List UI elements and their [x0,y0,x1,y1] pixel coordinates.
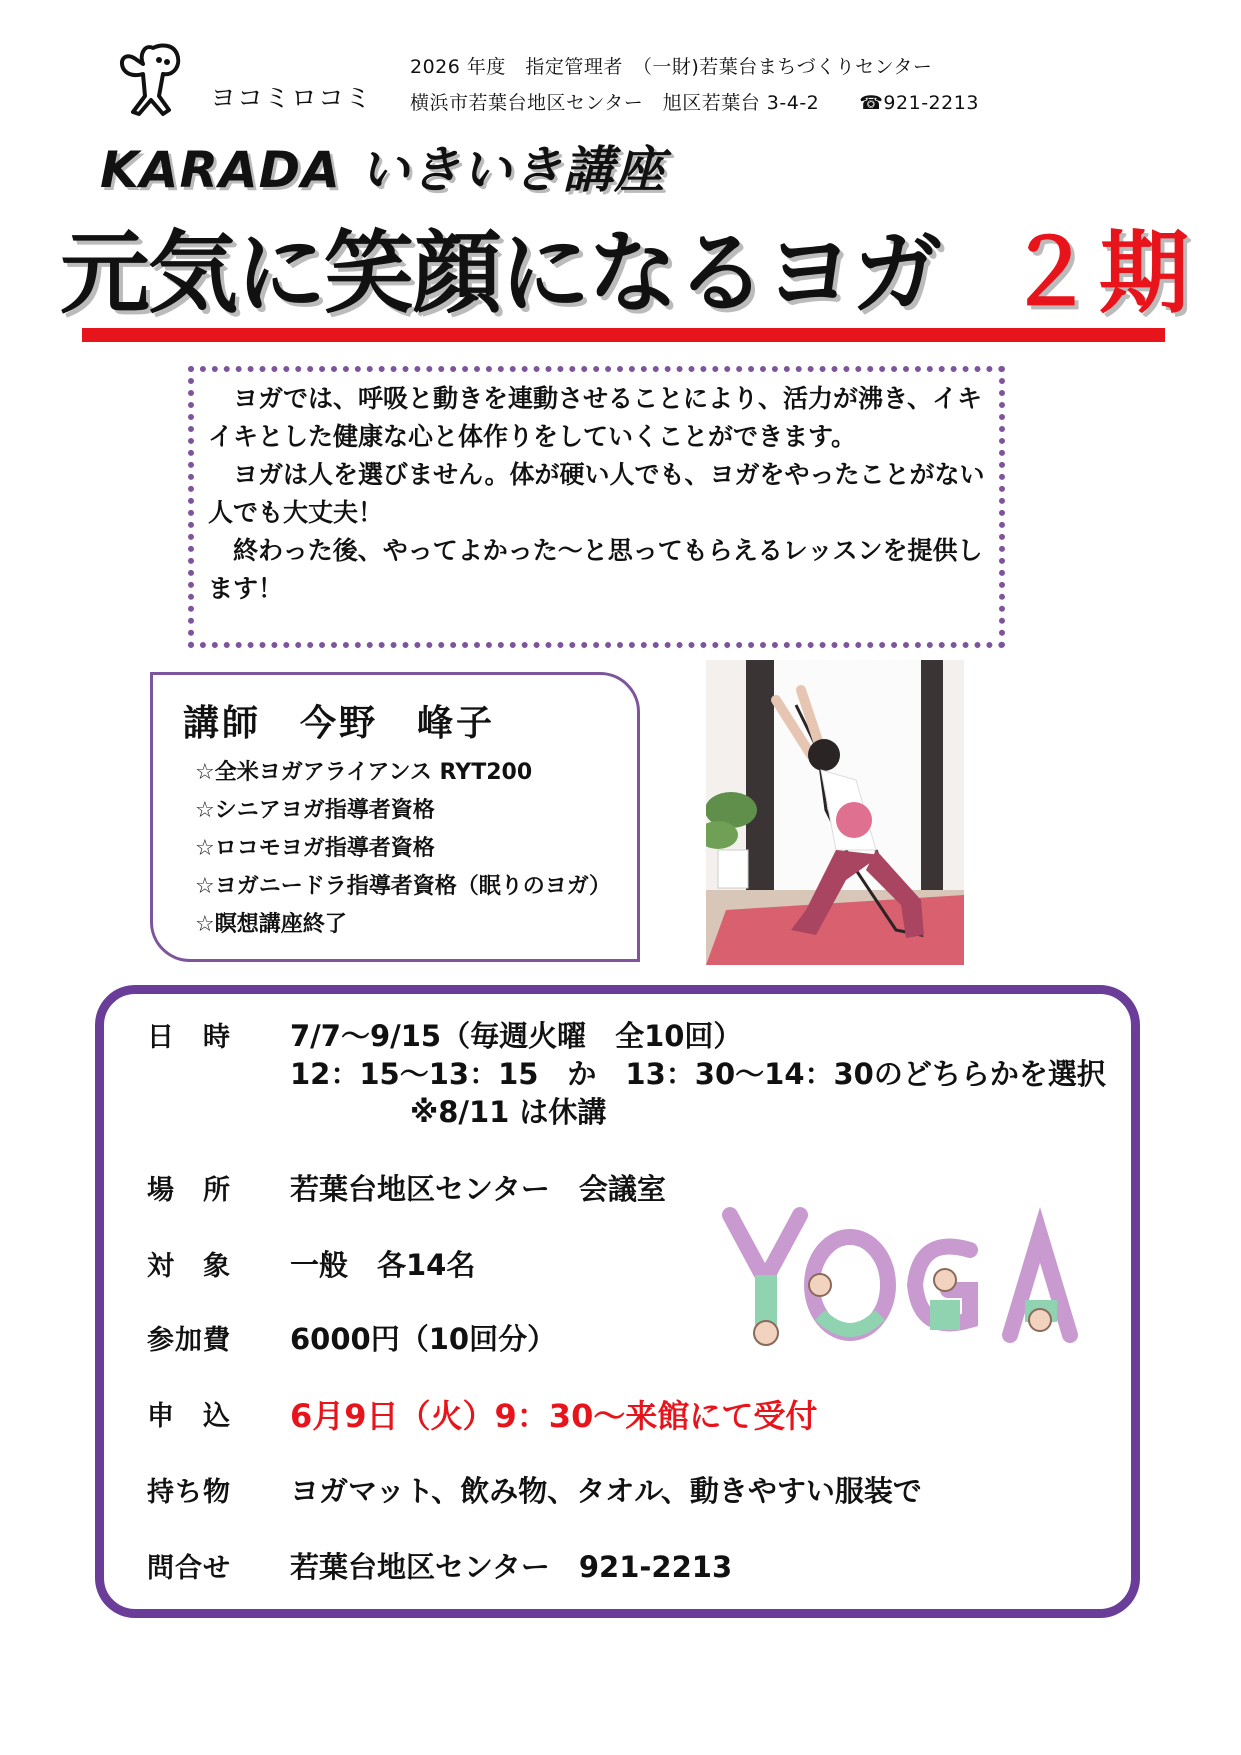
qualification-item: ☆ロコモヨガ指導者資格 [195,836,435,861]
apply-value: 6月9日（火）9：30～来館にて受付 [290,1397,818,1435]
fee-value: 6000円（10回分） [290,1322,557,1356]
intro-box [188,366,1005,648]
yoga-letters-illustration [720,1205,1090,1350]
bring-label: 持ち物 [147,1477,231,1508]
contact-value: 若葉台地区センター 921-2213 [290,1550,733,1584]
place-value: 若葉台地区センター 会議室 [290,1172,666,1206]
qualification-list [183,754,637,944]
page-title: 元気に笑顔になるヨガ [60,221,940,326]
mascot-icon [115,40,205,120]
place-label: 場 所 [147,1175,231,1206]
qualification-item: ☆ヨガニードラ指導者資格（眠りのヨガ） [195,874,611,899]
intro-paragraph: ヨガは人を選びません。体が硬い人でも、ヨガをやったことがない人でも大丈夫！ [208,460,985,527]
title-underline [82,328,1165,342]
datetime-label: 日 時 [147,1022,231,1053]
instructor-name: 講師 今野 峰子 [183,703,496,744]
target-label: 対 象 [147,1251,231,1282]
contact-label: 問合せ [147,1553,231,1584]
target-value: 一般 各14名 [290,1248,476,1282]
logo-text: ヨコミロコミ [210,84,373,114]
qualification-item: ☆全米ヨガアライアンス RYT200 [195,760,533,785]
qualification-item: ☆シニアヨガ指導者資格 [195,798,435,823]
address: 横浜市若葉台地区センター 旭区若葉台 3-4-2 [410,92,820,114]
instructor-box [150,672,640,962]
qualification-item: ☆瞑想講座終了 [195,912,347,937]
term-badge: ２期 [1005,221,1193,326]
intro-paragraph: ヨガでは、呼吸と動きを連動させることにより、活力が沸き、イキイキとした健康な心と体作りをしていくことができます。 [208,384,983,451]
holiday-note: ※8/11 は休講 [410,1095,607,1129]
course-series-title: KARADA いきいき講座 [100,141,666,199]
intro-paragraph: 終わった後、やってよかった～と思ってもらえるレッスンを提供します！ [208,536,983,603]
header-address [410,88,979,115]
apply-label: 申 込 [147,1401,231,1432]
header-phone: ☎921-2213 [859,92,979,114]
fee-label: 参加費 [147,1325,231,1356]
instructor-photo [706,660,964,965]
time-options: 12：15～13：15 か 13：30～14：30のどちらかを選択 [290,1057,1106,1091]
bring-value: ヨガマット、飲み物、タオル、動きやすい服装で [290,1474,922,1508]
header-organizer: 2026 年度 指定管理者 （一財)若葉台まちづくりセンター [410,56,933,78]
datetime-value: 7/7～9/15（毎週火曜 全10回） [290,1019,743,1053]
